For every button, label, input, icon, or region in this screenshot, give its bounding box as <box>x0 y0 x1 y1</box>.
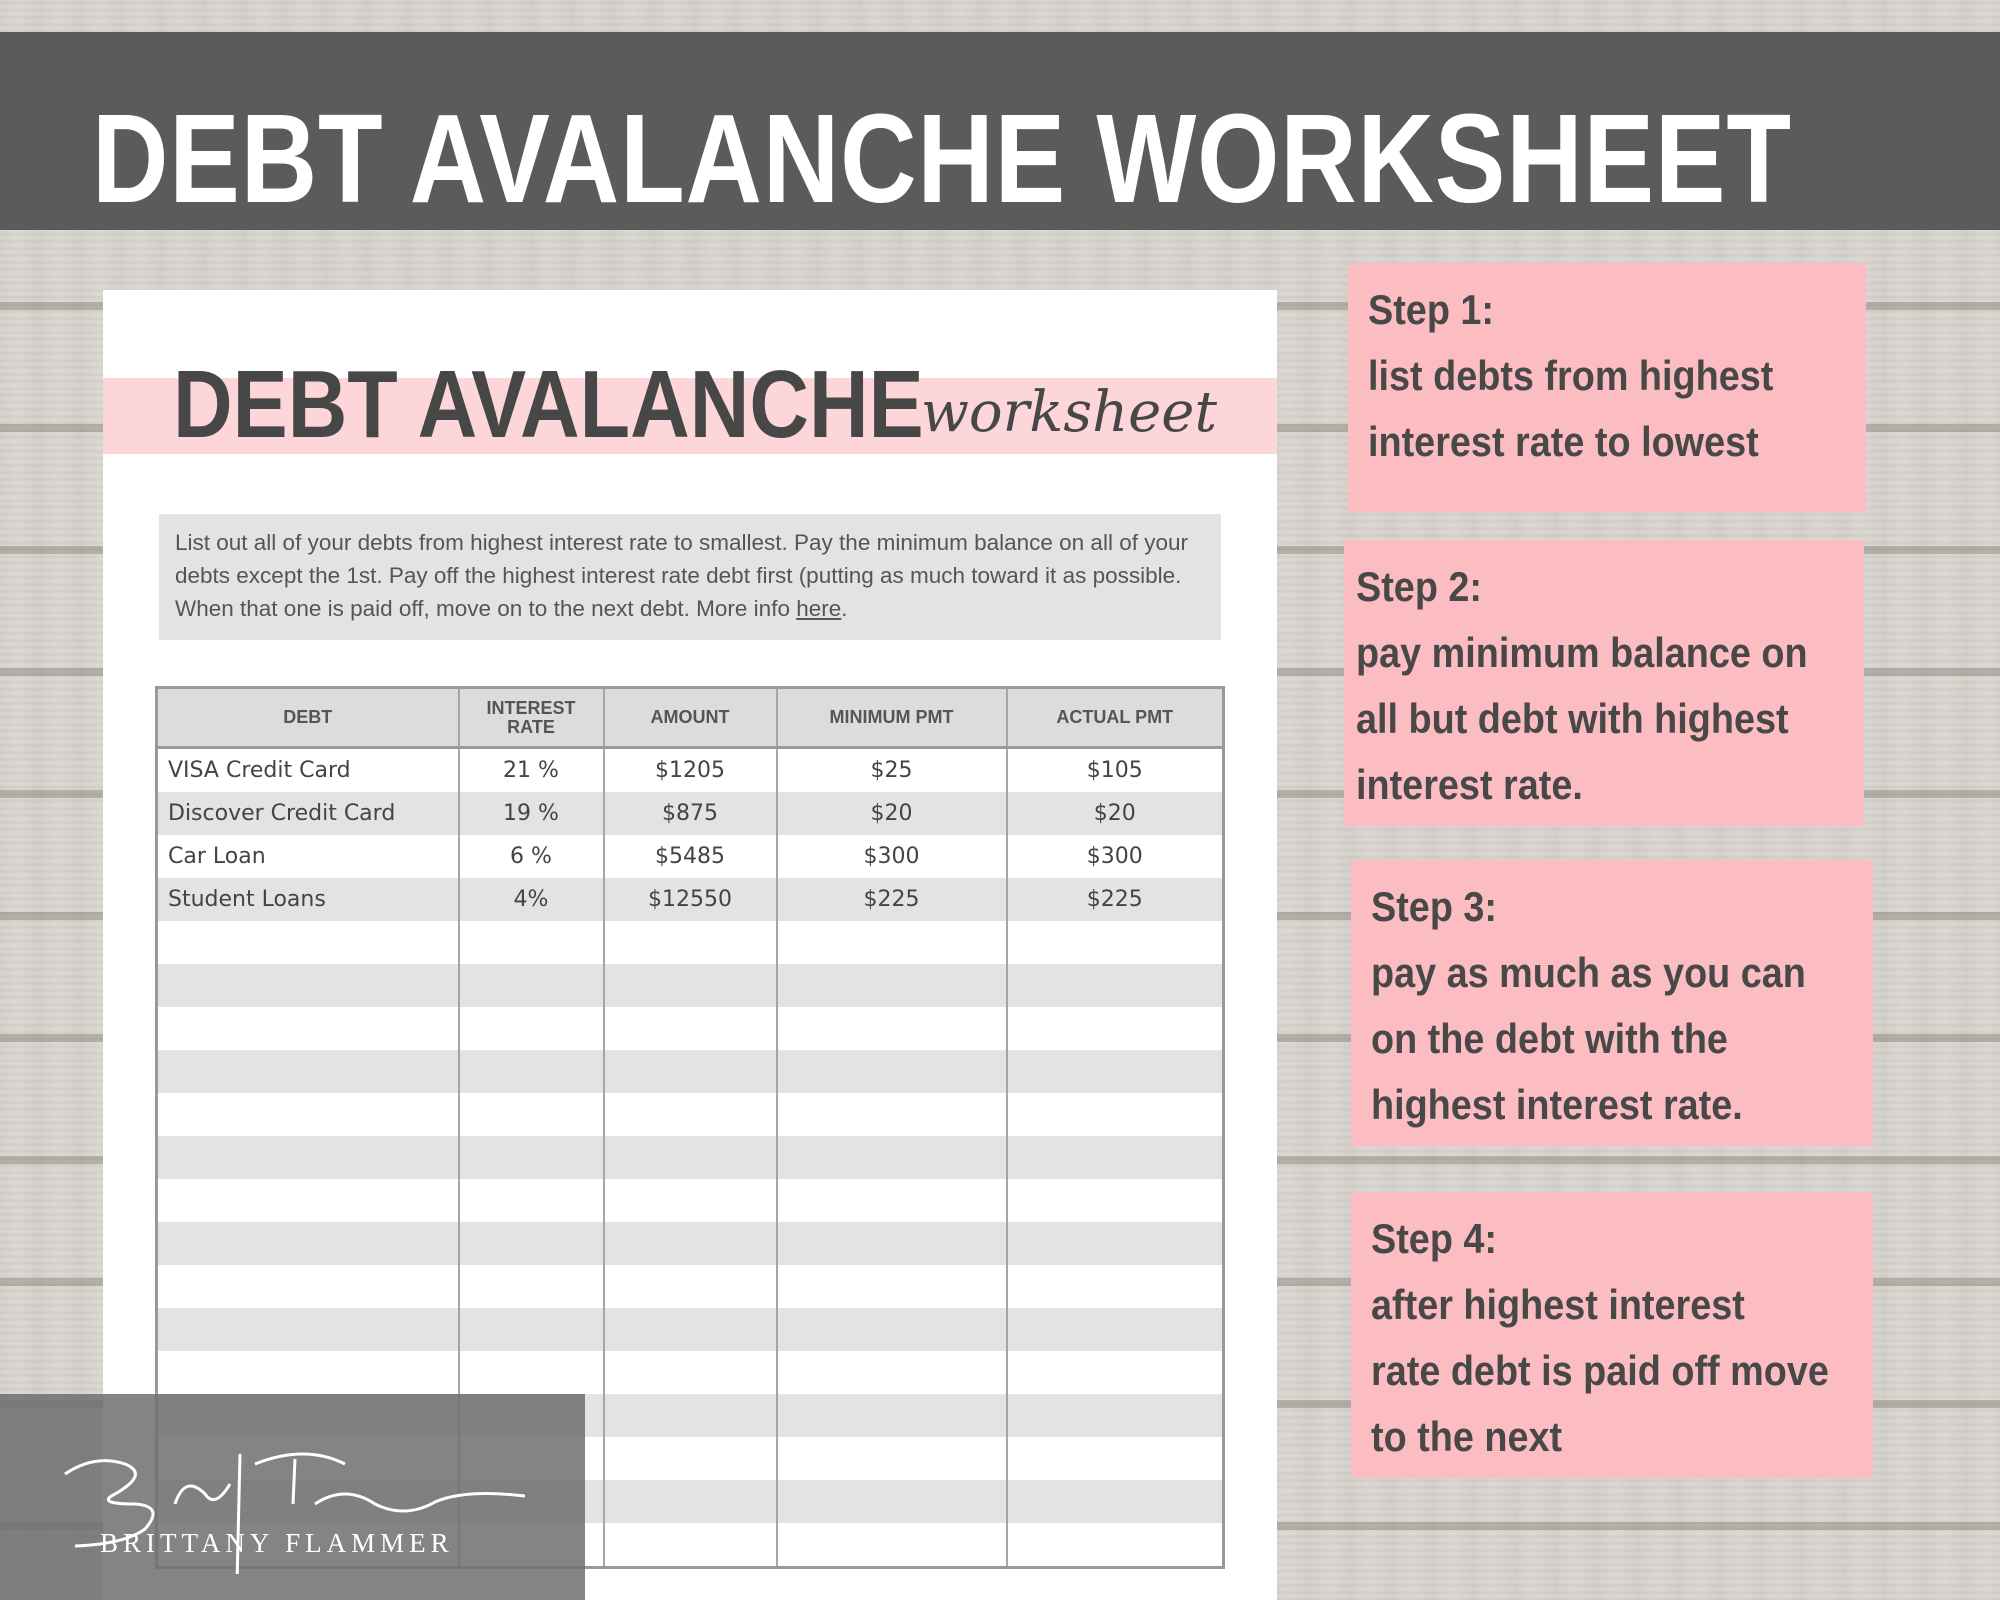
cell-rate[interactable]: 19 % <box>459 792 604 835</box>
table-row <box>157 1050 1224 1093</box>
cell-minimum[interactable]: $300 <box>777 835 1007 878</box>
instructions-box <box>159 514 1221 640</box>
instructions-end: . <box>841 596 848 621</box>
instructions-text: List out all of your debts from highest interest rate to smallest. Pay the minimum balance on all of your debts except the 1st. Pay off the highest interest rate debt first (putting as much toward it as possible. When that one is paid off, move on to the next debt. More info <box>175 530 1188 621</box>
step-4-text: after highest interest rate debt is paid off move to the next <box>1371 1281 1829 1460</box>
more-info-link[interactable]: here <box>796 596 842 621</box>
header-actual-pmt: ACTUAL PMT <box>1007 688 1224 748</box>
cell-debt[interactable]: VISA Credit Card <box>157 748 459 793</box>
cell-minimum[interactable]: $25 <box>777 748 1007 793</box>
cell-debt[interactable]: Car Loan <box>157 835 459 878</box>
step-2-heading: Step 2: <box>1356 563 1483 610</box>
table-row <box>157 1179 1224 1222</box>
table-row <box>157 835 1224 878</box>
header-debt: DEBT <box>157 688 459 748</box>
header-interest-rate <box>459 688 604 748</box>
cell-rate[interactable]: 4% <box>459 878 604 921</box>
cell-amount[interactable]: $5485 <box>604 835 777 878</box>
step-3-box <box>1351 860 1873 1146</box>
table-row <box>157 1007 1224 1050</box>
step-4-box <box>1351 1192 1873 1478</box>
banner-title: DEBT AVALANCHE WORKSHEET <box>92 88 1792 229</box>
header-minimum-pmt: MINIMUM PMT <box>777 688 1007 748</box>
cell-actual[interactable]: $20 <box>1007 792 1224 835</box>
header-interest-rate-line1: INTEREST <box>486 697 576 718</box>
table-header-row <box>157 688 1224 748</box>
cell-actual[interactable]: $300 <box>1007 835 1224 878</box>
step-3-heading: Step 3: <box>1371 883 1498 930</box>
table-row <box>157 1093 1224 1136</box>
top-banner <box>0 32 2000 230</box>
brand-logo <box>0 1394 585 1600</box>
step-1-text: list debts from highest interest rate to lowest <box>1368 352 1774 465</box>
step-1-heading: Step 1: <box>1368 286 1495 333</box>
cell-actual[interactable]: $105 <box>1007 748 1224 793</box>
cell-minimum[interactable]: $225 <box>777 878 1007 921</box>
cell-rate[interactable]: 21 % <box>459 748 604 793</box>
table-row <box>157 748 1224 793</box>
cell-actual[interactable]: $225 <box>1007 878 1224 921</box>
table-row <box>157 964 1224 1007</box>
step-2-box <box>1344 540 1864 826</box>
cell-amount[interactable]: $1205 <box>604 748 777 793</box>
worksheet-title: DEBT AVALANCHE <box>173 351 924 458</box>
table-row <box>157 1265 1224 1308</box>
cell-debt[interactable]: Discover Credit Card <box>157 792 459 835</box>
step-4-heading: Step 4: <box>1371 1215 1498 1262</box>
table-row <box>157 1222 1224 1265</box>
header-interest-rate-line2: RATE <box>507 716 555 737</box>
cell-minimum[interactable]: $20 <box>777 792 1007 835</box>
table-row <box>157 878 1224 921</box>
table-row <box>157 1351 1224 1394</box>
table-row <box>157 792 1224 835</box>
cell-rate[interactable]: 6 % <box>459 835 604 878</box>
cell-amount[interactable]: $12550 <box>604 878 777 921</box>
brand-name: BRITTANY FLAMMER <box>100 1528 454 1558</box>
table-row <box>157 1308 1224 1351</box>
step-2-text: pay minimum balance on all but debt with highest interest rate. <box>1356 629 1808 808</box>
worksheet-subtitle: worksheet <box>921 380 1217 445</box>
table-row <box>157 921 1224 964</box>
table-row <box>157 1136 1224 1179</box>
header-amount: AMOUNT <box>604 688 777 748</box>
step-3-text: pay as much as you can on the debt with the highest interest rate. <box>1371 949 1806 1128</box>
cell-amount[interactable]: $875 <box>604 792 777 835</box>
cell-debt[interactable]: Student Loans <box>157 878 459 921</box>
step-1-box <box>1348 263 1866 512</box>
